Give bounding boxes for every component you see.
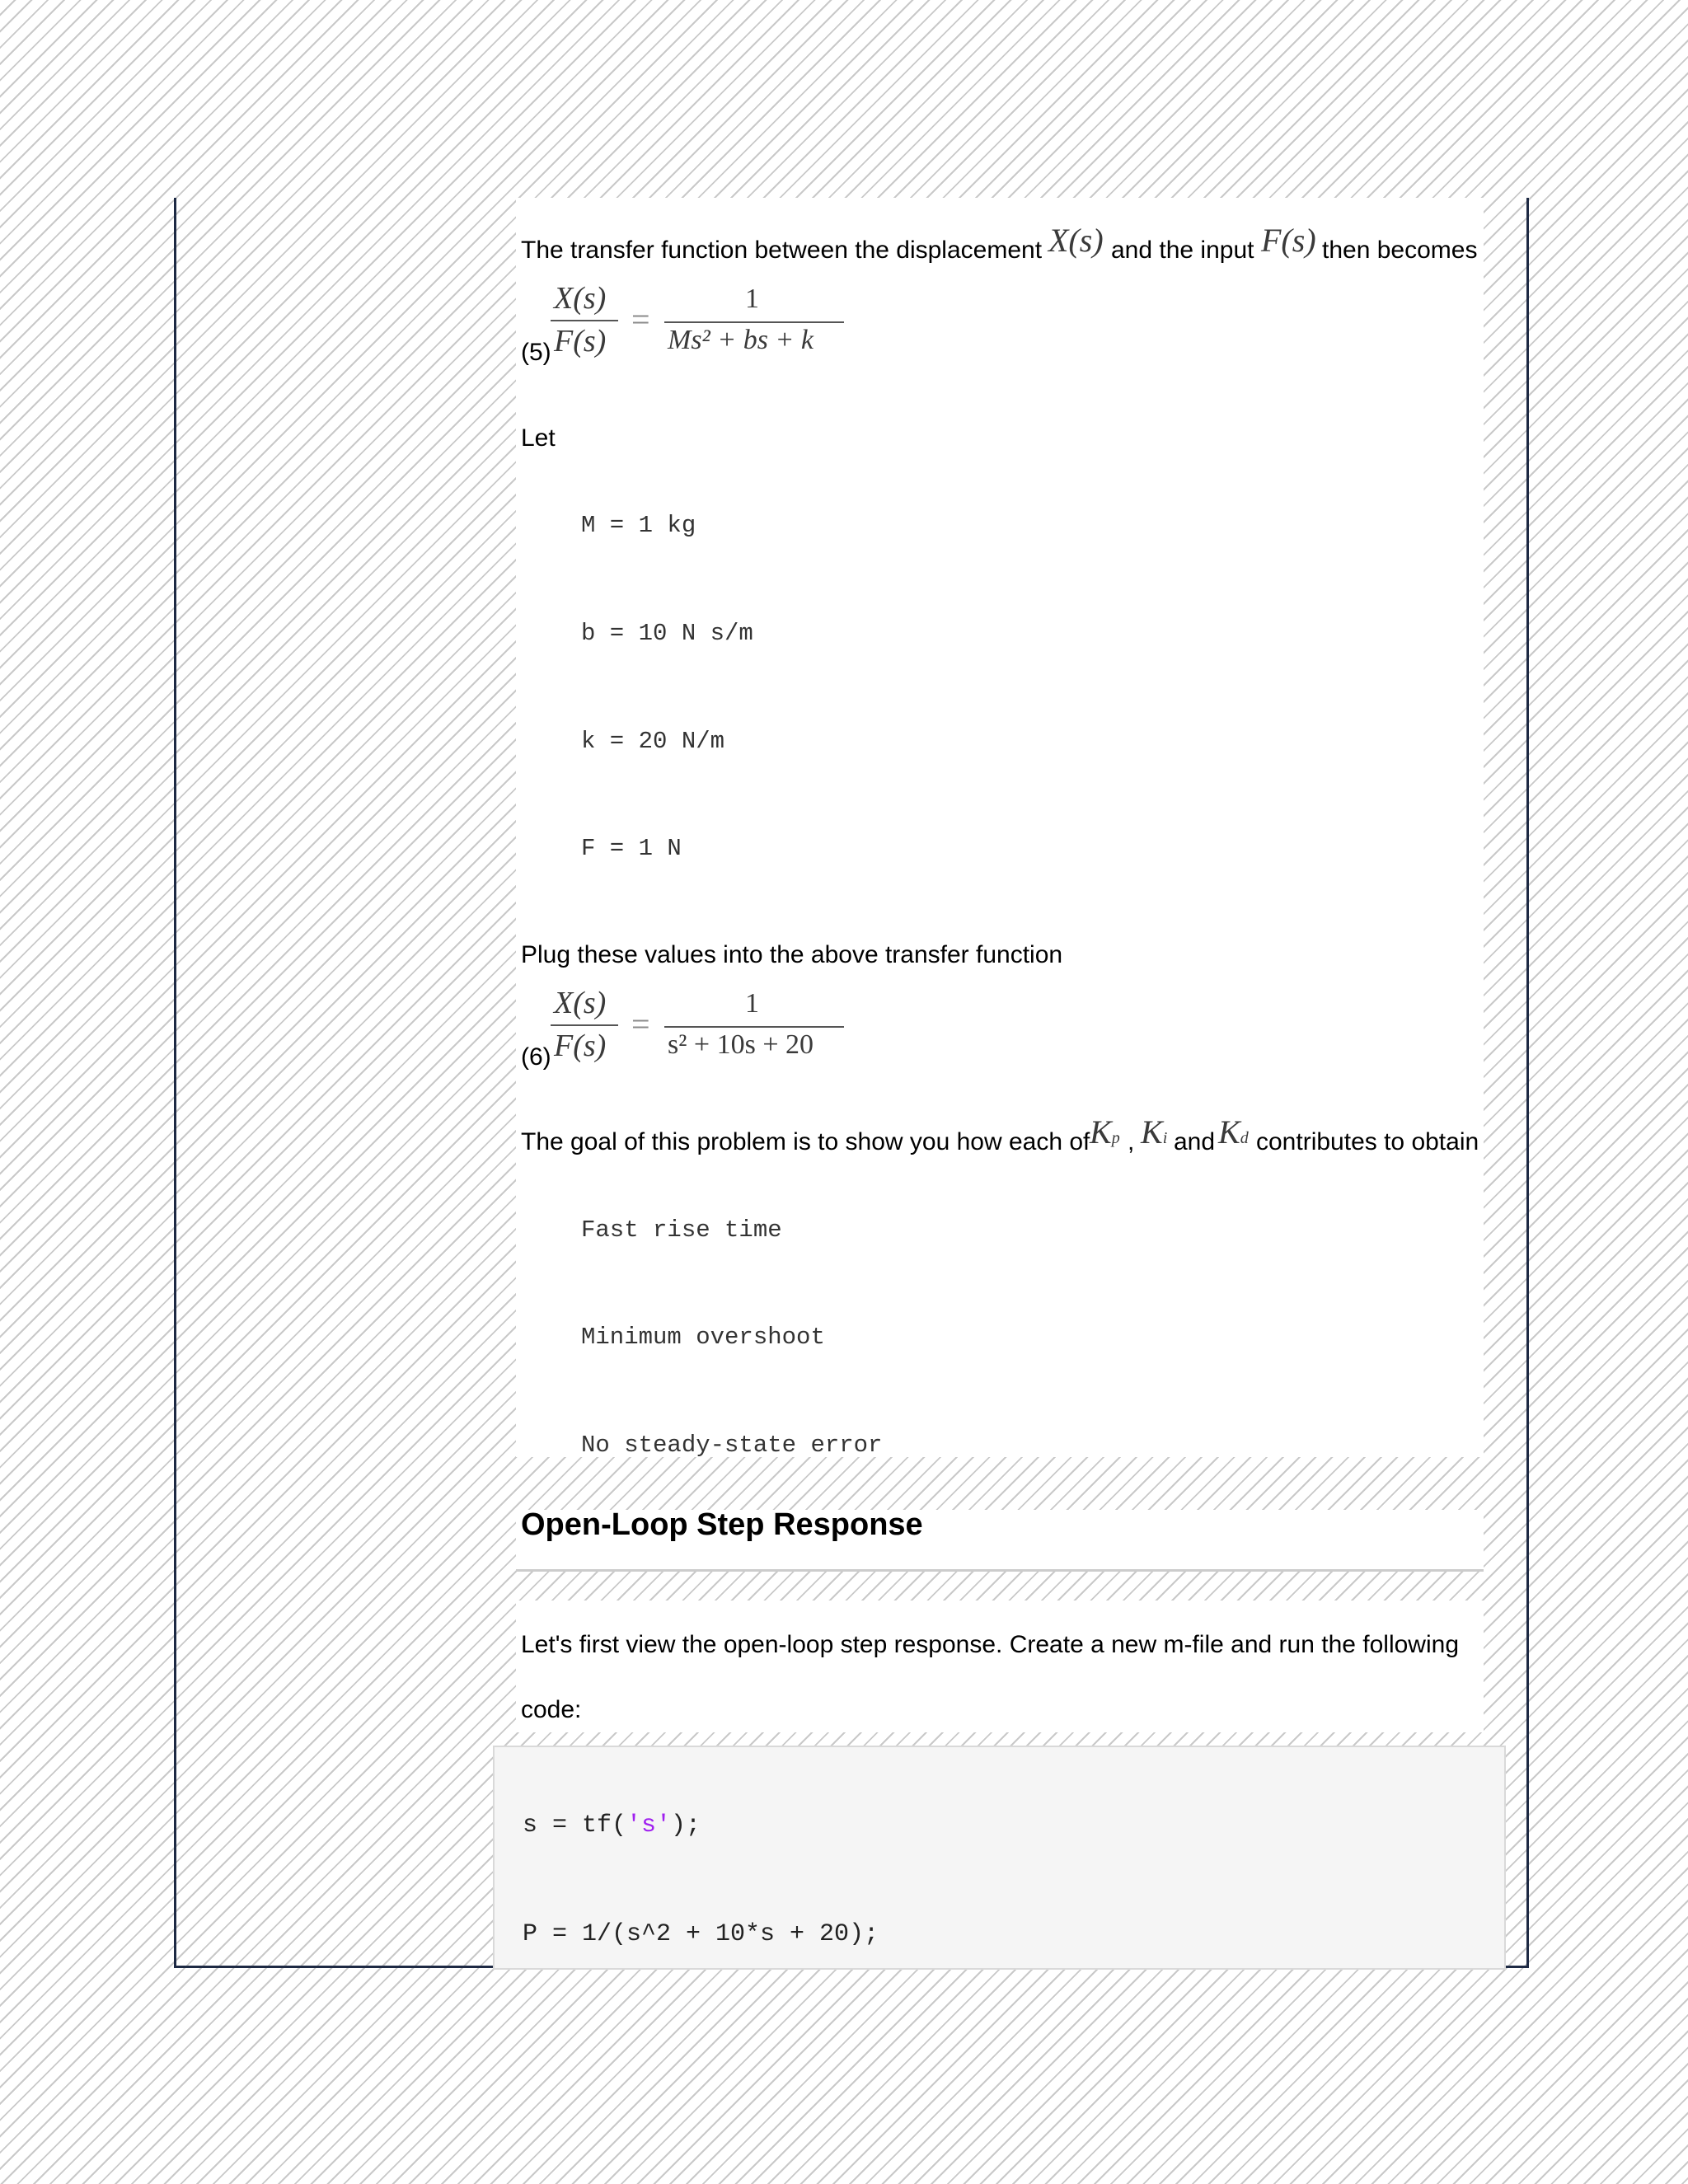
eq6-rhs-denominator: s² + 10s + 20 [668, 1029, 814, 1060]
eq5-number: (5) [521, 339, 551, 366]
open-loop-text-line1: Let's first view the open-loop step response. Create a new m-file and run the following [521, 1631, 1460, 1658]
xs-math: X(s) [1048, 222, 1104, 259]
content-region-top [516, 198, 1484, 1457]
ki-math: Ki [1141, 1113, 1168, 1151]
param-force: F = 1 N [581, 835, 682, 862]
eq5-lhs-numerator: X(s) [554, 281, 607, 316]
plug-text: Plug these values into the above transfer function [521, 941, 1063, 968]
code-line-1: s = tf('s'); [523, 1811, 701, 1840]
eq5-equals: = [631, 301, 650, 338]
eq5-lhs-fraction-bar [551, 320, 618, 321]
eq5-rhs-fraction-bar [664, 321, 844, 323]
param-mass: M = 1 kg [581, 512, 696, 539]
intro-text-mid: and the input [1111, 237, 1254, 264]
eq5-rhs-numerator: 1 [745, 284, 759, 314]
eq6-lhs-fraction-bar [551, 1024, 618, 1026]
eq6-number: (6) [521, 1043, 551, 1071]
section-heading: Open-Loop Step Response [521, 1507, 923, 1542]
goal-and: and [1174, 1128, 1216, 1155]
goal-item-overshoot: Minimum overshoot [581, 1324, 825, 1351]
eq5-rhs-denominator: Ms² + bs + k [668, 325, 814, 355]
goal-comma: , [1128, 1128, 1135, 1155]
section-divider [516, 1569, 1484, 1572]
eq6-lhs-denominator: F(s) [554, 1029, 607, 1063]
eq6-rhs-numerator: 1 [745, 988, 759, 1019]
code-block [493, 1746, 1506, 1970]
eq6-rhs-fraction-bar [664, 1026, 844, 1028]
eq6-lhs-numerator: X(s) [554, 986, 607, 1020]
param-damping: b = 10 N s/m [581, 620, 753, 647]
open-loop-text-line2: code: [521, 1696, 582, 1723]
goal-text-before: The goal of this problem is to show you how each of [521, 1128, 1090, 1155]
kp-math: Kp [1090, 1113, 1120, 1151]
eq6-equals: = [631, 1005, 650, 1043]
text-region-bottom [516, 1601, 1484, 1732]
param-stiffness: k = 20 N/m [581, 728, 725, 755]
eq5-lhs-denominator: F(s) [554, 324, 607, 359]
let-label: Let [521, 424, 556, 452]
goal-text-after: contributes to obtain [1256, 1128, 1479, 1155]
intro-text-after: then becomes [1322, 237, 1478, 264]
fs-math: F(s) [1261, 222, 1316, 259]
kd-math: Kd [1218, 1113, 1249, 1151]
goal-item-rise-time: Fast rise time [581, 1216, 782, 1244]
intro-text-before: The transfer function between the displacement [521, 237, 1043, 264]
code-line-2: P = 1/(s^2 + 10*s + 20); [523, 1920, 879, 1948]
goal-item-steady-state: No steady-state error [581, 1432, 883, 1459]
